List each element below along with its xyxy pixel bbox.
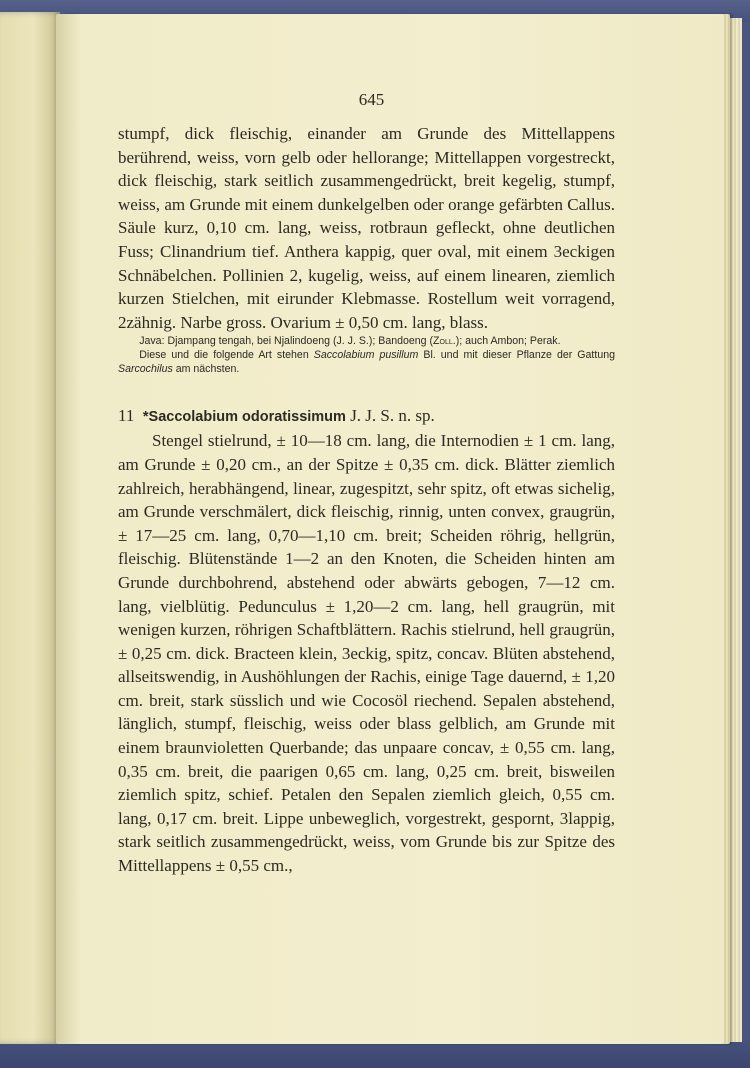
section-gap: [118, 376, 615, 404]
species-heading: [118, 404, 615, 429]
related-species-name: Saccolabium pusillum: [313, 349, 419, 362]
species-author: J. J. S. n. sp.: [350, 406, 435, 426]
collector-abbrev: Zoll.: [433, 335, 456, 348]
affinity-note: [118, 348, 615, 376]
localities-text-end: ); auch Ambon; Perak.: [455, 335, 561, 348]
species-name: *Saccolabium odoratissimum: [142, 409, 346, 426]
localities-text: Java: Djampang tengah, bei Njalindoeng (J. J. S.); Bandoeng (: [139, 335, 434, 348]
affinity-text: Diese und die folgende Art stehen: [139, 349, 314, 362]
facing-page-edge: [0, 12, 60, 1044]
page-content: [118, 90, 615, 878]
localities-note: [118, 334, 615, 348]
related-genus-name: Sarcochilus: [118, 363, 173, 376]
species-number: 11: [118, 406, 135, 426]
book-cover-bottom: [0, 1040, 750, 1068]
species-description: Stengel stielrund, ± 10—18 cm. lang, die Internodien ± 1 cm. lang, am Grunde ± 0,20 cm., an der Spitze ± 0,35 cm. dick. Blätter ziemlich zahlreich, herabhängend, linear, zugespitzt, sehr spitz, oft etwas sichelig, am Grunde verschmälert, dick fleischig, rinnig, unten convex, graugrün, ± 17—25 cm. lang, 0,70—1,10 cm. breit; Scheiden röhrig, hellgrün, fleischig. Blütenstände 1—2 an den Knoten, die Scheiden hinten am Grunde durchbohrend, abstehend oder abwärts gebogen, 7—12 cm. lang, vielblütig. Pedunculus ± 1,20—2 cm. lang, hell graugrün, mit wenigen kurzen, röhrigen Schaftblättern. Rachis stielrund, hell graugrün, ± 0,25 cm. dick. Bracteen klein, 3eckig, spitz, concav. Blüten abstehend, allseitswendig, in Aushöhlungen der Rachis, einige Tage dauernd, ± 1,20 cm. breit, stark süsslich und wie Cocosöl riechend. Sepalen abstehend, länglich, stumpf, fleischig, weiss oder blass gelblich, am Grunde mit einem braunvioletten Querbande; das unpaare concav, ± 0,55 cm. lang, 0,35 cm. breit, die paarigen 0,65 cm. lang, 0,25 cm. breit, bisweilen ziemlich spitz, schief. Petalen den Sepalen ziemlich gleich, 0,55 cm. lang, 0,17 cm. breit. Lippe unbeweglich, vorgestrekt, gespornt, 3lappig, stark seitlich zusammengedrückt, weiss, vom Grunde bis zur Spitze des Mittellappens ± 0,55 cm.,: [118, 431, 615, 876]
continued-description: stumpf, dick fleischig, einander am Grunde des Mittellappens berührend, weiss, vorn gelb oder hellorange; Mittellappen vorgestreckt, dick fleischig, stark seitlich zusammengedrückt, breit kegelig, stumpf, weiss, am Grunde mit einem dunkelgelben oder orange gefärbten Callus. Säule kurz, 0,10 cm. lang, weiss, rotbraun gefleckt, ohne deutlichen Fuss; Clinandrium tief. Anthera kappig, quer oval, mit einem 3eckigen Schnäbelchen. Pollinien 2, kugelig, weiss, auf einem linearen, ziemlich kurzen Stielchen, mit eirunder Klebmasse. Rostellum weit vorragend, 2zähnig. Narbe gross. Ovarium ± 0,50 cm. lang, blass.: [118, 124, 615, 332]
affinity-text-middle: Bl. und mit dieser Pflanze der Gattung: [418, 349, 615, 362]
affinity-text-end: am nächsten.: [172, 363, 240, 376]
page-number: 645: [358, 90, 385, 109]
